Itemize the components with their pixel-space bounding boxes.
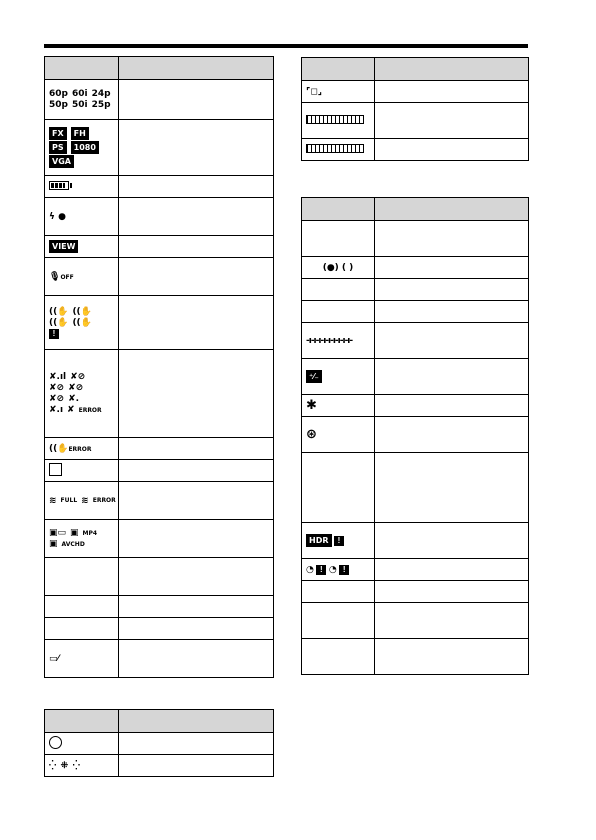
playback-icons: ▣▭ ▣ MP4 ▣ AVCHD: [45, 520, 119, 558]
steadyshot-error-icon: ((✋ERROR: [45, 438, 119, 460]
right-table-2-header-icon: [302, 198, 375, 221]
battery-warning-icon: ▭⁄: [45, 640, 119, 678]
picture-effect-warning-icons: ◔ ! ◔ !: [302, 559, 375, 581]
recording-format-icons: FX FH PS 1080 VGA: [45, 120, 119, 176]
right-table-2: [301, 197, 529, 675]
scale-icon: [302, 103, 375, 139]
af-bracket-icon: ⌜◻⌟: [302, 81, 375, 103]
af-area-icons: ⁛ ⁜ ⁛: [45, 755, 119, 777]
gps-icons: ✘.ıl ✘⊘ ✘⊘ ✘⊘ ✘⊘ ✘. ✘.ı ✘ ERROR: [45, 350, 119, 438]
left-table-2-header-icon: [45, 710, 119, 733]
frame-rate-icons: 60p 60i 24p 50p 50i 25p: [45, 80, 119, 120]
left-table-2: [44, 709, 274, 777]
steadyshot-icons: ((✋ ((✋ ((✋ ((✋ !: [45, 296, 119, 350]
database-icons: ≋ FULL ≋ ERROR: [45, 482, 119, 520]
right-table-1: [301, 57, 529, 161]
hdr-warning-icon: HDR !: [302, 523, 375, 559]
battery-icon: [45, 176, 119, 198]
exposure-comp-icon: ⁺⁄₋: [302, 359, 375, 395]
page-top-rule: [44, 44, 528, 48]
focus-indicator-icons: (●) ( ): [302, 257, 375, 279]
mic-off-icon: 🎙OFF: [45, 258, 119, 296]
left-table-2-header-meaning: [119, 710, 274, 733]
view-icon: VIEW: [45, 236, 119, 258]
ae-lock-circle-icon: ⊛: [302, 417, 375, 453]
scale-icon-2: [302, 139, 375, 161]
ae-lock-icon: ✱: [302, 395, 375, 417]
exposure-scale-icon: -ı-ı-ı-ı-ı-ı-ı-ı-ı-: [302, 323, 375, 359]
left-table-1-header-icon: [45, 57, 119, 80]
left-table-1-header-meaning: [119, 57, 274, 80]
right-table-2-header-meaning: [375, 198, 529, 221]
frame-icon: [45, 460, 119, 482]
flash-charging-icon: ϟ ●: [45, 198, 119, 236]
spot-meter-circle-icon: [45, 733, 119, 755]
right-table-1-header-meaning: [375, 58, 529, 81]
right-table-1-header-icon: [302, 58, 375, 81]
left-table-1: [44, 56, 274, 678]
